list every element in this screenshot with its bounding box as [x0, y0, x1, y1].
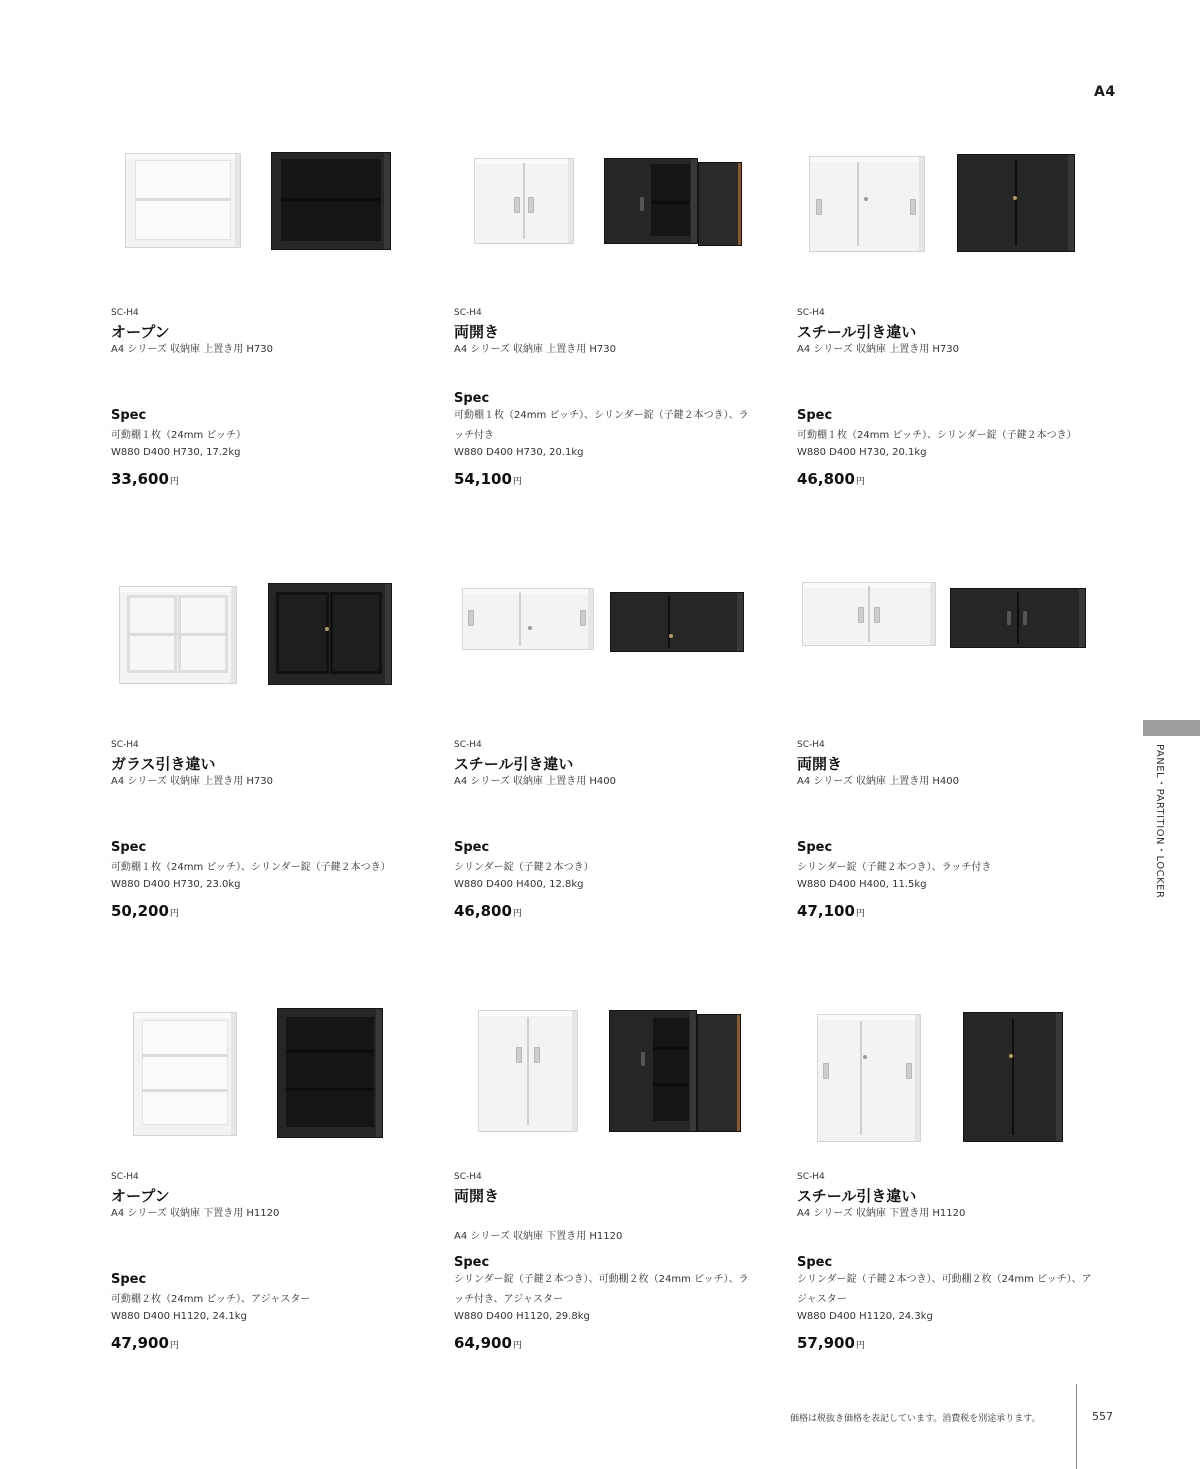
spec-text: 可動棚１枚（24mm ピッチ）、シリンダー錠（子鍵２本つき） [111, 862, 391, 873]
product-name: オープン [111, 1187, 170, 1205]
door-handle [823, 1063, 829, 1079]
product-subtitle: A4 シリーズ 収納庫 下置き用 H1120 [454, 1231, 623, 1242]
door-handle [1007, 611, 1011, 625]
product-card [454, 582, 774, 982]
product-name: 両開き [454, 323, 500, 341]
spec-label: Spec [111, 1272, 147, 1287]
spec-label: Spec [454, 1255, 490, 1270]
side-tab-label: PANEL・PARTITION・LOCKER [1154, 744, 1165, 899]
cabinet-white-image [133, 1012, 237, 1136]
cabinet-black-image [950, 588, 1086, 648]
product-images [454, 150, 774, 300]
spec-label: Spec [797, 840, 833, 855]
product-subtitle: A4 シリーズ 収納庫 上置き用 H730 [797, 344, 960, 355]
product-code: SC-H4 [111, 1172, 139, 1182]
product-card [797, 582, 1117, 982]
open-door [697, 1014, 741, 1132]
door-handle [534, 1047, 540, 1063]
product-images [111, 582, 431, 732]
cabinet-interior [653, 1018, 689, 1121]
yen-unit: 円 [855, 1341, 865, 1351]
product-subtitle: A4 シリーズ 収納庫 下置き用 H1120 [111, 1208, 280, 1219]
product-name: 両開き [797, 755, 843, 773]
product-subtitle: A4 シリーズ 収納庫 下置き用 H1120 [797, 1208, 966, 1219]
price-value: 57,900 [797, 1334, 855, 1352]
yen-unit: 円 [169, 477, 179, 487]
spec-label: Spec [454, 840, 490, 855]
door-handle [641, 1052, 645, 1066]
price-value: 50,200 [111, 902, 169, 920]
spec-text: シリンダー錠（子鍵２本つき）、可動棚２枚（24mm ピッチ）、アジャスター [797, 1274, 1092, 1305]
price-value: 46,800 [797, 470, 855, 488]
spec-text: シリンダー錠（子鍵２本つき）、可動棚２枚（24mm ピッチ）、ラッチ付き、アジャスター [454, 1274, 749, 1305]
cabinet-black-image [963, 1012, 1063, 1142]
product-code: SC-H4 [454, 308, 482, 318]
door-handle [640, 197, 644, 211]
product-price [797, 470, 865, 488]
lock-keyhole [1013, 196, 1017, 200]
spec-text: シリンダー錠（子鍵２本つき） [454, 862, 594, 873]
product-code: SC-H4 [797, 1172, 825, 1182]
product-images [454, 1014, 774, 1164]
spec-text: 可動棚２枚（24mm ピッチ）、アジャスター [111, 1294, 311, 1305]
product-price [797, 902, 865, 920]
door-handle [910, 199, 916, 215]
footer-note: 価格は税抜き価格を表記しています。消費税を別途承ります。 [790, 1414, 1041, 1424]
product-code: SC-H4 [454, 1172, 482, 1182]
product-subtitle: A4 シリーズ 収納庫 上置き用 H730 [454, 344, 617, 355]
door-split [523, 163, 525, 239]
door-split [868, 586, 870, 642]
yen-unit: 円 [855, 477, 865, 487]
door-handle [858, 607, 864, 623]
product-dimensions: W880 D400 H400, 12.8kg [454, 879, 584, 890]
product-dimensions: W880 D400 H730, 20.1kg [797, 447, 927, 458]
price-value: 47,100 [797, 902, 855, 920]
cabinet-shelf [142, 1054, 228, 1057]
product-card [454, 1014, 774, 1414]
product-price [111, 470, 179, 488]
product-images [111, 150, 431, 300]
door-handle [1023, 611, 1027, 625]
product-dimensions: W880 D400 H730, 20.1kg [454, 447, 584, 458]
cabinet-shelf [135, 198, 231, 201]
price-value: 47,900 [111, 1334, 169, 1352]
lock-keyhole [863, 1055, 867, 1059]
cabinet-interior [142, 1020, 228, 1125]
product-code: SC-H4 [797, 308, 825, 318]
product-dimensions: W880 D400 H1120, 24.3kg [797, 1311, 933, 1322]
product-dimensions: W880 D400 H730, 23.0kg [111, 879, 241, 890]
product-subtitle: A4 シリーズ 収納庫 上置き用 H730 [111, 344, 274, 355]
cabinet-white-image [474, 158, 574, 244]
lock-keyhole [528, 626, 532, 630]
yen-unit: 円 [512, 477, 522, 487]
product-price [454, 1334, 522, 1352]
cabinet-white-image [462, 588, 594, 650]
cabinet-black-image [609, 1010, 697, 1132]
door-handle [528, 197, 534, 213]
product-dimensions: W880 D400 H400, 11.5kg [797, 879, 927, 890]
cabinet-black-image [957, 154, 1075, 252]
yen-unit: 円 [169, 909, 179, 919]
product-code: SC-H4 [111, 740, 139, 750]
yen-unit: 円 [855, 909, 865, 919]
spec-text: 可動棚１枚（24mm ピッチ）、シリンダー錠（子鍵２本つき） [797, 430, 1077, 441]
product-price [111, 902, 179, 920]
cabinet-white-image [119, 586, 237, 684]
product-card [111, 1014, 431, 1414]
spec-label: Spec [111, 840, 147, 855]
spec-label: Spec [111, 408, 147, 423]
cabinet-black-image [604, 158, 698, 244]
price-value: 54,100 [454, 470, 512, 488]
spec-label: Spec [797, 1255, 833, 1270]
door-split [668, 596, 670, 648]
cabinet-shelf [653, 1047, 689, 1050]
product-name: 両開き [454, 1187, 500, 1205]
cabinet-white-image [478, 1010, 578, 1132]
cabinet-shelf [286, 1088, 373, 1091]
cabinet-white-image [817, 1014, 921, 1142]
product-name: スチール引き違い [797, 1187, 917, 1205]
open-door [698, 162, 742, 246]
product-price [111, 1334, 179, 1352]
door-split [527, 1017, 529, 1125]
cabinet-interior [286, 1017, 373, 1127]
product-name: スチール引き違い [797, 323, 917, 341]
product-price [454, 902, 522, 920]
door-handle [580, 610, 586, 626]
door-split [519, 592, 521, 646]
cabinet-black-image [268, 583, 392, 685]
lock-keyhole [669, 634, 673, 638]
cabinet-white-image [802, 582, 936, 646]
product-card [797, 1014, 1117, 1414]
product-subtitle: A4 シリーズ 収納庫 上置き用 H400 [454, 776, 617, 787]
product-subtitle: A4 シリーズ 収納庫 上置き用 H730 [111, 776, 274, 787]
product-code: SC-H4 [797, 740, 825, 750]
cabinet-shelf [651, 201, 690, 204]
glass-pane [276, 592, 328, 674]
side-tab-bar [1143, 720, 1200, 736]
spec-text: シリンダー錠（子鍵２本つき）、ラッチ付き [797, 862, 992, 873]
product-images [454, 582, 774, 732]
yen-unit: 円 [512, 1341, 522, 1351]
cabinet-black-image [610, 592, 744, 652]
glass-pane [330, 592, 382, 674]
door-handle [874, 607, 880, 623]
cabinet-shelf [653, 1083, 689, 1086]
price-value: 46,800 [454, 902, 512, 920]
door-handle [468, 610, 474, 626]
cabinet-white-image [809, 156, 925, 252]
product-dimensions: W880 D400 H730, 17.2kg [111, 447, 241, 458]
lock-keyhole [1009, 1054, 1013, 1058]
lock-keyhole [864, 197, 868, 201]
product-name: ガラス引き違い [111, 755, 216, 773]
spec-label: Spec [454, 391, 490, 406]
product-code: SC-H4 [111, 308, 139, 318]
product-price [797, 1334, 865, 1352]
product-name: オープン [111, 323, 170, 341]
product-card [797, 150, 1117, 550]
product-dimensions: W880 D400 H1120, 24.1kg [111, 1311, 247, 1322]
product-price [454, 470, 522, 488]
price-value: 33,600 [111, 470, 169, 488]
product-images [797, 1014, 1117, 1164]
price-value: 64,900 [454, 1334, 512, 1352]
product-images [111, 1014, 431, 1164]
cabinet-shelf [129, 633, 226, 636]
door-handle [906, 1063, 912, 1079]
door-handle [816, 199, 822, 215]
door-handle [516, 1047, 522, 1063]
product-images [797, 150, 1117, 300]
door-split [1012, 1019, 1014, 1134]
product-card [111, 150, 431, 550]
spec-label: Spec [797, 408, 833, 423]
door-split [857, 162, 859, 247]
product-code: SC-H4 [454, 740, 482, 750]
product-card [111, 582, 431, 982]
product-images [797, 582, 1117, 732]
spec-text: 可動棚１枚（24mm ピッチ）、シリンダー錠（子鍵２本つき）、ラッチ付き [454, 410, 749, 441]
series-tag: A4 [1094, 84, 1116, 100]
cabinet-white-image [125, 153, 241, 248]
door-split [860, 1021, 862, 1134]
product-subtitle: A4 シリーズ 収納庫 上置き用 H400 [797, 776, 960, 787]
cabinet-black-image [271, 152, 391, 250]
yen-unit: 円 [512, 909, 522, 919]
door-split [1015, 160, 1017, 246]
spec-text: 可動棚１枚（24mm ピッチ） [111, 430, 246, 441]
footer-divider [1076, 1384, 1077, 1469]
cabinet-shelf [281, 198, 380, 201]
product-name: スチール引き違い [454, 755, 574, 773]
door-handle [514, 197, 520, 213]
cabinet-shelf [286, 1050, 373, 1053]
page-number: 557 [1092, 1410, 1113, 1423]
cabinet-black-image [277, 1008, 383, 1138]
door-split [1017, 592, 1019, 644]
product-dimensions: W880 D400 H1120, 29.8kg [454, 1311, 590, 1322]
cabinet-shelf [142, 1089, 228, 1092]
product-card [454, 150, 774, 550]
yen-unit: 円 [169, 1341, 179, 1351]
